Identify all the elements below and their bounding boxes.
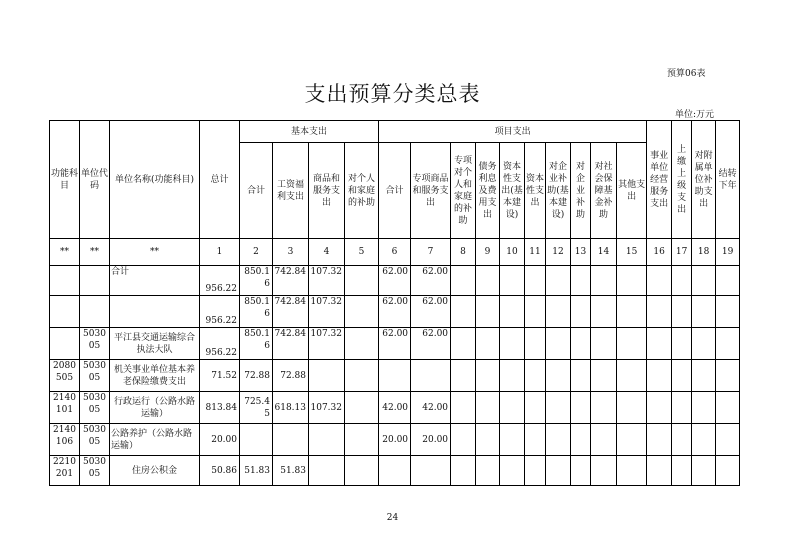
index-cell: 15: [617, 239, 647, 266]
total-cell: 956.22: [200, 296, 240, 328]
empty-cell: [500, 296, 525, 328]
index-cell: 2: [240, 239, 273, 266]
header-operating: 事业单位经营服务支出: [647, 121, 672, 239]
index-cell: 12: [546, 239, 571, 266]
goods-cell: 107.32: [309, 392, 345, 424]
empty-cell: [500, 360, 525, 392]
header-unit-name: 单位名称(功能科目): [110, 121, 200, 239]
salary-cell: 742.84: [273, 328, 309, 360]
unit-code-cell: 503005: [80, 456, 110, 486]
header-capital-infra: 资本性支出(基本建设): [500, 143, 525, 239]
basic-total-cell: 850.16: [240, 296, 273, 328]
proj-total-cell: 62.00: [379, 328, 411, 360]
empty-cell: [692, 360, 716, 392]
index-row: [50, 239, 740, 266]
empty-cell: [525, 360, 546, 392]
total-cell: 813.84: [200, 392, 240, 424]
empty-cell: [476, 424, 500, 456]
unit-name-cell: 公路养护（公路水路运输）: [110, 424, 200, 456]
empty-cell: [546, 392, 571, 424]
empty-cell: [571, 328, 591, 360]
unit-name-cell: 合计: [110, 266, 200, 296]
goods-cell: [309, 424, 345, 456]
header-carry: 结转下年: [716, 121, 740, 239]
proj-goods-cell: 62.00: [411, 266, 451, 296]
basic-total-cell: 51.83: [240, 456, 273, 486]
proj-total-cell: 20.00: [379, 424, 411, 456]
unit-code-cell: 503005: [80, 392, 110, 424]
unit-label: 单位:万元: [675, 110, 715, 120]
proj-goods-cell: 62.00: [411, 328, 451, 360]
empty-cell: [672, 296, 692, 328]
table-row: [50, 392, 740, 424]
index-cell: 8: [451, 239, 476, 266]
basic-total-cell: 72.88: [240, 360, 273, 392]
func-code-cell: [50, 328, 80, 360]
salary-cell: 72.88: [273, 360, 309, 392]
header-personal: 对个人和家庭的补助: [345, 143, 379, 239]
empty-cell: [672, 392, 692, 424]
empty-cell: [617, 328, 647, 360]
unit-name-cell: 机关事业单位基本养老保险缴费支出: [110, 360, 200, 392]
empty-cell: [692, 456, 716, 486]
header-other: 其他支出: [617, 143, 647, 239]
empty-cell: [451, 328, 476, 360]
proj-total-cell: [379, 360, 411, 392]
empty-cell: [617, 296, 647, 328]
proj-total-cell: [379, 456, 411, 486]
unit-code-cell: [80, 296, 110, 328]
personal-cell: [345, 360, 379, 392]
empty-cell: [672, 424, 692, 456]
index-cell: 4: [309, 239, 345, 266]
empty-cell: [571, 392, 591, 424]
total-cell: 956.22: [200, 328, 240, 360]
index-cell: 9: [476, 239, 500, 266]
proj-goods-cell: [411, 456, 451, 486]
total-cell: 71.52: [200, 360, 240, 392]
empty-cell: [591, 424, 617, 456]
empty-cell: [451, 360, 476, 392]
basic-total-cell: 850.16: [240, 266, 273, 296]
empty-cell: [476, 328, 500, 360]
index-cell: 3: [273, 239, 309, 266]
index-cell: 17: [672, 239, 692, 266]
index-cell: 7: [411, 239, 451, 266]
empty-cell: [451, 456, 476, 486]
header-remit: 上缴上级支出: [672, 121, 692, 239]
empty-cell: [617, 424, 647, 456]
personal-cell: [345, 266, 379, 296]
empty-cell: [525, 392, 546, 424]
unit-code-cell: 503005: [80, 328, 110, 360]
page-number: 24: [386, 513, 399, 523]
empty-cell: [546, 360, 571, 392]
empty-cell: [716, 456, 740, 486]
empty-cell: [451, 296, 476, 328]
index-cell: 1: [200, 239, 240, 266]
empty-cell: [692, 392, 716, 424]
empty-cell: [525, 456, 546, 486]
empty-cell: [647, 296, 672, 328]
empty-cell: [692, 266, 716, 296]
empty-cell: [500, 328, 525, 360]
empty-cell: [525, 266, 546, 296]
header-enterprise-infra: 对企业补助(基本建设): [546, 143, 571, 239]
unit-code-cell: [80, 266, 110, 296]
empty-cell: [571, 424, 591, 456]
header-debt: 债务利息及费用支出: [476, 143, 500, 239]
unit-code-cell: 503005: [80, 360, 110, 392]
empty-cell: [647, 360, 672, 392]
index-cell: 18: [692, 239, 716, 266]
header-project-group: 项目支出: [379, 121, 647, 143]
salary-cell: 618.13: [273, 392, 309, 424]
salary-cell: 742.84: [273, 266, 309, 296]
header-proj-personal: 专项对个人和家庭的补助: [451, 143, 476, 239]
header-basic-group: 基本支出: [240, 121, 379, 143]
goods-cell: 107.32: [309, 266, 345, 296]
empty-cell: [672, 328, 692, 360]
empty-cell: [500, 266, 525, 296]
empty-cell: [672, 360, 692, 392]
empty-cell: [476, 456, 500, 486]
func-code-cell: 2140106: [50, 424, 80, 456]
personal-cell: [345, 424, 379, 456]
basic-total-cell: 850.16: [240, 328, 273, 360]
empty-cell: [716, 392, 740, 424]
empty-cell: [525, 296, 546, 328]
empty-cell: [546, 424, 571, 456]
index-cell: **: [50, 239, 80, 266]
personal-cell: [345, 328, 379, 360]
empty-cell: [546, 328, 571, 360]
salary-cell: 742.84: [273, 296, 309, 328]
basic-total-cell: [240, 424, 273, 456]
func-code-cell: [50, 266, 80, 296]
proj-goods-cell: 20.00: [411, 424, 451, 456]
empty-cell: [716, 328, 740, 360]
proj-total-cell: 62.00: [379, 296, 411, 328]
goods-cell: 107.32: [309, 328, 345, 360]
empty-cell: [546, 266, 571, 296]
table-row: [50, 424, 740, 456]
empty-cell: [476, 392, 500, 424]
table-row: [50, 328, 740, 360]
total-cell: 956.22: [200, 266, 240, 296]
salary-cell: [273, 424, 309, 456]
func-code-cell: 2080505: [50, 360, 80, 392]
empty-cell: [476, 296, 500, 328]
empty-cell: [525, 328, 546, 360]
empty-cell: [617, 392, 647, 424]
func-code-cell: 2140101: [50, 392, 80, 424]
unit-name-cell: [110, 296, 200, 328]
goods-cell: [309, 360, 345, 392]
index-cell: 19: [716, 239, 740, 266]
index-cell: 10: [500, 239, 525, 266]
empty-cell: [571, 456, 591, 486]
index-cell: 14: [591, 239, 617, 266]
empty-cell: [716, 296, 740, 328]
empty-cell: [647, 392, 672, 424]
personal-cell: [345, 296, 379, 328]
header-enterprise: 对企业补助: [571, 143, 591, 239]
empty-cell: [476, 266, 500, 296]
personal-cell: [345, 392, 379, 424]
empty-cell: [617, 266, 647, 296]
header-func-code: 功能科目: [50, 121, 80, 239]
empty-cell: [716, 266, 740, 296]
table-row: [50, 360, 740, 392]
empty-cell: [692, 296, 716, 328]
salary-cell: 51.83: [273, 456, 309, 486]
empty-cell: [591, 328, 617, 360]
proj-goods-cell: [411, 360, 451, 392]
empty-cell: [525, 424, 546, 456]
page-title: 支出预算分类总表: [304, 82, 481, 106]
unit-name-cell: 住房公积金: [110, 456, 200, 486]
unit-code-cell: 503005: [80, 424, 110, 456]
total-cell: 20.00: [200, 424, 240, 456]
func-code-cell: 2210201: [50, 456, 80, 486]
header-proj-total: 合计: [379, 143, 411, 239]
index-cell: 6: [379, 239, 411, 266]
empty-cell: [500, 456, 525, 486]
table-row: [50, 296, 740, 328]
index-cell: **: [110, 239, 200, 266]
empty-cell: [647, 328, 672, 360]
proj-goods-cell: 42.00: [411, 392, 451, 424]
empty-cell: [546, 296, 571, 328]
index-cell: 11: [525, 239, 546, 266]
empty-cell: [451, 266, 476, 296]
header-salary: 工资福利支出: [273, 143, 309, 239]
empty-cell: [617, 360, 647, 392]
index-cell: 13: [571, 239, 591, 266]
goods-cell: [309, 456, 345, 486]
empty-cell: [500, 392, 525, 424]
proj-goods-cell: 62.00: [411, 296, 451, 328]
empty-cell: [591, 296, 617, 328]
header-capital: 资本性支出: [525, 143, 546, 239]
empty-cell: [672, 456, 692, 486]
empty-cell: [591, 392, 617, 424]
index-cell: 16: [647, 239, 672, 266]
empty-cell: [692, 424, 716, 456]
empty-cell: [476, 360, 500, 392]
empty-cell: [546, 456, 571, 486]
empty-cell: [672, 266, 692, 296]
func-code-cell: [50, 296, 80, 328]
empty-cell: [451, 392, 476, 424]
empty-cell: [617, 456, 647, 486]
header-unit-code: 单位代码: [80, 121, 110, 239]
personal-cell: [345, 456, 379, 486]
table-row: [50, 456, 740, 486]
empty-cell: [716, 424, 740, 456]
empty-cell: [500, 424, 525, 456]
table-row: [50, 266, 740, 296]
unit-name-cell: 平江县交通运输综合执法大队: [110, 328, 200, 360]
header-social: 对社会保障基金补助: [591, 143, 617, 239]
empty-cell: [571, 360, 591, 392]
empty-cell: [571, 266, 591, 296]
basic-total-cell: 725.45: [240, 392, 273, 424]
unit-name-cell: 行政运行（公路水路运输）: [110, 392, 200, 424]
empty-cell: [591, 266, 617, 296]
proj-total-cell: 42.00: [379, 392, 411, 424]
empty-cell: [647, 456, 672, 486]
empty-cell: [571, 296, 591, 328]
index-cell: 5: [345, 239, 379, 266]
budget-table: [49, 120, 740, 486]
header-proj-goods: 专项商品和服务支出: [411, 143, 451, 239]
empty-cell: [591, 456, 617, 486]
empty-cell: [692, 328, 716, 360]
empty-cell: [716, 360, 740, 392]
empty-cell: [647, 424, 672, 456]
form-number: 预算06表: [667, 69, 706, 79]
goods-cell: 107.32: [309, 296, 345, 328]
header-affiliate: 对附属单位补助支出: [692, 121, 716, 239]
empty-cell: [591, 360, 617, 392]
proj-total-cell: 62.00: [379, 266, 411, 296]
total-cell: 50.86: [200, 456, 240, 486]
index-cell: **: [80, 239, 110, 266]
header-total: 总计: [200, 121, 240, 239]
header-goods: 商品和服务支出: [309, 143, 345, 239]
empty-cell: [647, 266, 672, 296]
header-basic-total: 合计: [240, 143, 273, 239]
empty-cell: [451, 424, 476, 456]
